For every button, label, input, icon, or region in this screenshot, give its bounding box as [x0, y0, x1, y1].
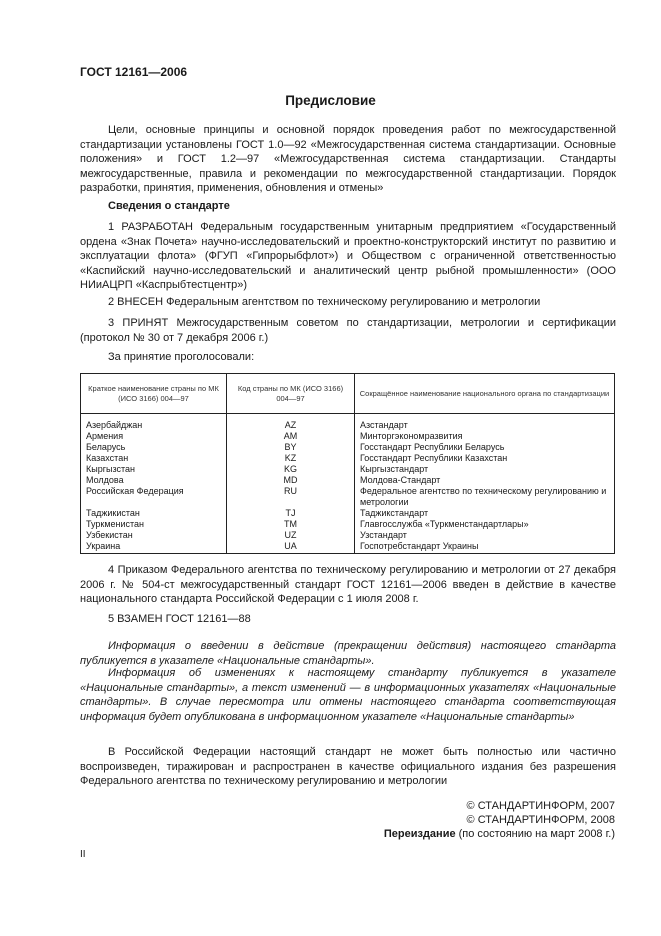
country-cell: Беларусь: [81, 442, 227, 453]
code-cell: UZ: [227, 530, 355, 541]
table-row: [81, 453, 615, 464]
org-cell: Таджикстандарт: [355, 508, 615, 519]
page-number: II: [80, 849, 86, 860]
item-3-paragraph: 3 ПРИНЯТ Межгосударственным советом по стандартизации, метрологии и сертификации (протокол № 30 от 7 декабря 2006 г.): [80, 317, 616, 344]
item-5-paragraph: 5 ВЗАМЕН ГОСТ 12161—88: [108, 613, 251, 625]
table-row: [81, 541, 615, 554]
code-cell: MD: [227, 475, 355, 486]
org-cell: Федеральное агентство по техническому регулированию и метрологии: [355, 486, 615, 508]
copyright-2007: © СТАНДАРТИНФОРМ, 2007: [466, 800, 615, 812]
country-cell: Казахстан: [81, 453, 227, 464]
reissue-note: [384, 827, 615, 842]
country-cell: Туркменистан: [81, 519, 227, 530]
info-changes-paragraph: Информация об изменениях к настоящему стандарту публикуется в указателе «Национальные стандарты», а текст изменений — в информационных указателях «Национальные стандарты». В случае пересмотра или отмены настоящего стандарта соответствующая информация будет опубликована в информационном указателе «Национальные стандарты»: [80, 667, 616, 723]
org-cell: Азстандарт: [355, 414, 615, 432]
code-cell: AM: [227, 431, 355, 442]
country-cell: Кыргызстан: [81, 464, 227, 475]
table-row: [81, 475, 615, 486]
table-row: [81, 508, 615, 519]
code-cell: RU: [227, 486, 355, 508]
col-header-code: Код страны по МК (ИСО 3166) 004—97: [227, 374, 355, 414]
section-title: Сведения о стандарте: [108, 200, 230, 212]
info-effect-paragraph: Информация о введении в действие (прекращении действия) настоящего стандарта публикуется в указателе «Национальные стандарты».: [80, 640, 616, 667]
copyright-2008: © СТАНДАРТИНФОРМ, 2008: [466, 814, 615, 826]
document-id: ГОСТ 12161—2006: [80, 65, 188, 79]
code-cell: AZ: [227, 414, 355, 432]
country-cell: Армения: [81, 431, 227, 442]
country-cell: Украина: [81, 541, 227, 554]
table-row: [81, 464, 615, 475]
rights-paragraph: В Российской Федерации настоящий стандарт не может быть полностью или частично воспроизведен, тиражирован и распространен в качестве официального издания без разрешения Федерального агентства по техническому регулированию и метрологии: [80, 746, 616, 787]
reissue-date: (по состоянию на март 2008 г.): [455, 828, 615, 840]
col-header-org: Сокращённое наименование национального органа по стандартизации: [355, 374, 615, 414]
table-row: [81, 431, 615, 442]
country-cell: Азербайджан: [81, 414, 227, 432]
org-cell: Узстандарт: [355, 530, 615, 541]
reissue-label: Переиздание: [383, 828, 456, 840]
table-header-row: [81, 374, 615, 414]
country-cell: Таджикистан: [81, 508, 227, 519]
table-row: [81, 414, 615, 432]
country-cell: Узбекистан: [81, 530, 227, 541]
item-4-paragraph: 4 Приказом Федерального агентства по техническому регулированию и метрологии от 27 декабря 2006 г. № 504-ст межгосударственный стандарт ГОСТ 12161—2006 введен в действие в качестве национального стандарта Российской Федерации с 1 июля 2008 г.: [80, 564, 616, 605]
item-1-paragraph: 1 РАЗРАБОТАН Федеральным государственным унитарным предприятием «Государственный ордена «Знак Почета» научно-исследовательский и проектно-конструкторский институт по развитию и эксплуатации флота» (ФГУП «Гипрорыбфлот») и Обществом с ограниченной ответственностью «Каспийский научно-исследовательский и аналитический центр рыбной промышленности» (ООО НИиАЦРП «Каспрыбтестцентр»): [80, 221, 616, 291]
code-cell: UA: [227, 541, 355, 554]
org-cell: Госпотребстандарт Украины: [355, 541, 615, 554]
country-cell: Молдова: [81, 475, 227, 486]
org-cell: Госстандарт Республики Беларусь: [355, 442, 615, 453]
org-cell: Главгосслужба «Туркменстандартлары»: [355, 519, 615, 530]
org-cell: Госстандарт Республики Казахстан: [355, 453, 615, 464]
code-cell: KZ: [227, 453, 355, 464]
code-cell: TM: [227, 519, 355, 530]
intro-paragraph: Цели, основные принципы и основной порядок проведения работ по межгосударственной стандартизации установлены ГОСТ 1.0—92 «Межгосударственная система стандартизации. Основные положения» и ГОСТ 1.2—97 «Межгосударственная система стандартизации. Стандарты межгосударственные, правила и рекомендации по межгосударственной стандартизации. Порядок разработки, принятия, применения, обновления и отмены»: [80, 124, 616, 194]
page-title: Предисловие: [285, 93, 376, 108]
table-row: [81, 530, 615, 541]
item-2-paragraph: 2 ВНЕСЕН Федеральным агентством по техническому регулированию и метрологии: [108, 296, 541, 308]
table-row: [81, 486, 615, 508]
org-cell: Минторгэкономразвития: [355, 431, 615, 442]
col-header-country: Краткое наименование страны по МК (ИСО 3166) 004—97: [81, 374, 227, 414]
countries-table: [80, 373, 615, 554]
code-cell: BY: [227, 442, 355, 453]
table-row: [81, 442, 615, 453]
org-cell: Кыргызстандарт: [355, 464, 615, 475]
country-cell: Российская Федерация: [81, 486, 227, 508]
org-cell: Молдова-Стандарт: [355, 475, 615, 486]
code-cell: TJ: [227, 508, 355, 519]
code-cell: KG: [227, 464, 355, 475]
voted-label: За принятие проголосовали:: [108, 351, 255, 363]
table-row: [81, 519, 615, 530]
